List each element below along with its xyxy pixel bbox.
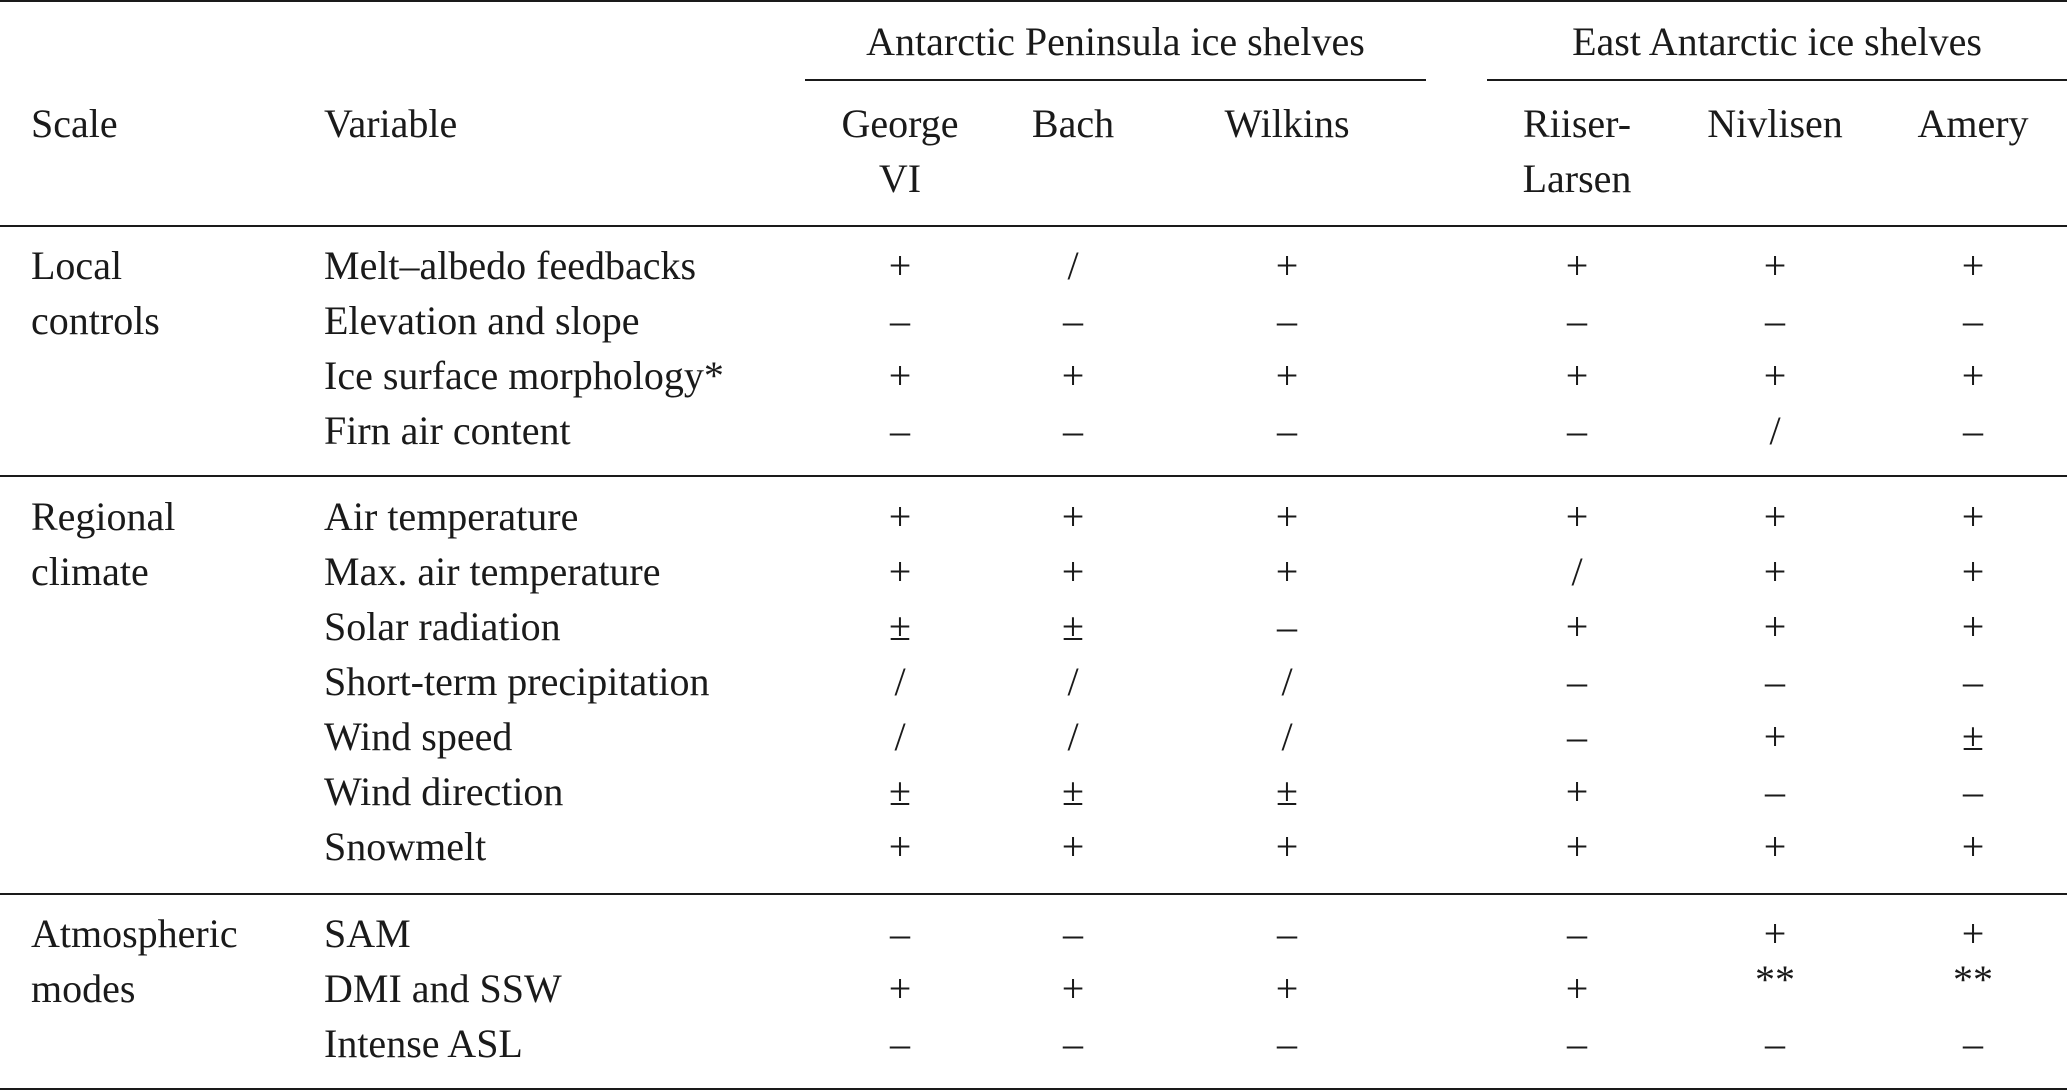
value-cell: ± (889, 604, 911, 649)
variable-cell: Melt–albedo feedbacks (324, 243, 697, 288)
column-header-wilkins: Wilkins (1224, 101, 1350, 146)
east-group-header: East Antarctic ice shelves (1572, 19, 1982, 64)
value-cell: + (1961, 494, 1985, 539)
value-cell: / (1067, 243, 1079, 288)
value-cell: / (1067, 714, 1079, 759)
variable-cell: Intense ASL (324, 1021, 523, 1066)
value-cell: + (888, 549, 912, 594)
value-cell: + (1961, 353, 1985, 398)
peninsula-group-rule (805, 79, 1426, 81)
variable-cell: Ice surface morphology* (324, 353, 724, 398)
variable-cell: Wind speed (324, 714, 513, 759)
value-cell: – (1277, 911, 1297, 956)
top-rule (0, 0, 2067, 2)
value-cell: + (1961, 824, 1985, 869)
value-cell: / (1281, 659, 1293, 704)
scale-label-regional-climate: Regional climate (31, 494, 176, 594)
value-cell: + (1763, 911, 1787, 956)
value-cell: – (1567, 911, 1587, 956)
section-rule-1 (0, 475, 2067, 477)
value-cell: + (1961, 604, 1985, 649)
scale-label-atmospheric-modes: Atmospheric modes (31, 911, 238, 1011)
value-cell: ± (1962, 714, 1984, 759)
value-cell: – (1567, 1021, 1587, 1066)
value-cell: – (1063, 408, 1083, 453)
value-cell: – (1567, 714, 1587, 759)
value-cell: / (1571, 549, 1583, 594)
value-cell: + (1061, 494, 1085, 539)
variable-cell: Short-term precipitation (324, 659, 710, 704)
value-cell: + (1565, 494, 1589, 539)
value-cell: – (1567, 298, 1587, 343)
value-cell: – (890, 298, 910, 343)
variable-cell: DMI and SSW (324, 966, 562, 1011)
value-cell: + (888, 353, 912, 398)
value-cell: – (1567, 659, 1587, 704)
value-cell: + (1565, 604, 1589, 649)
value-cell: – (1963, 659, 1983, 704)
value-cell: – (1277, 1021, 1297, 1066)
variable-cell: Air temperature (324, 494, 579, 539)
value-cell: + (1763, 353, 1787, 398)
value-cell: ** (1953, 957, 1993, 1002)
value-cell: + (1275, 353, 1299, 398)
value-cell: – (1063, 1021, 1083, 1066)
value-cell: ± (1062, 604, 1084, 649)
scale-label-local-controls: Local controls (31, 243, 160, 343)
value-cell: – (1765, 659, 1785, 704)
value-cell: + (1565, 824, 1589, 869)
value-cell: – (1963, 769, 1983, 814)
value-cell: – (1063, 911, 1083, 956)
value-cell: + (1961, 243, 1985, 288)
variable-cell: Firn air content (324, 408, 571, 453)
value-cell: / (894, 714, 906, 759)
value-cell: + (1565, 243, 1589, 288)
value-cell: + (1565, 769, 1589, 814)
value-cell: / (894, 659, 906, 704)
value-cell: + (1763, 243, 1787, 288)
value-cell: + (888, 966, 912, 1011)
variable-cell: Snowmelt (324, 824, 487, 869)
column-header-nivlisen: Nivlisen (1707, 101, 1843, 146)
value-cell: + (888, 494, 912, 539)
column-header-george-vi: George VI (841, 101, 959, 201)
value-cell: + (1961, 911, 1985, 956)
column-header-riiser-larsen: Riiser- Larsen (1522, 101, 1632, 201)
value-cell: – (1963, 1021, 1983, 1066)
value-cell: + (1061, 824, 1085, 869)
value-cell: + (1763, 824, 1787, 869)
value-cell: + (1763, 549, 1787, 594)
column-header-bach: Bach (1031, 101, 1115, 146)
value-cell: – (1765, 298, 1785, 343)
peninsula-group-header: Antarctic Peninsula ice shelves (866, 19, 1365, 64)
value-cell: ± (889, 769, 911, 814)
value-cell: / (1067, 659, 1079, 704)
value-cell: / (1281, 714, 1293, 759)
value-cell: – (1277, 298, 1297, 343)
value-cell: – (890, 911, 910, 956)
value-cell: + (1275, 494, 1299, 539)
value-cell: – (1567, 408, 1587, 453)
variable-cell: Wind direction (324, 769, 564, 814)
value-cell: – (1765, 769, 1785, 814)
value-cell: + (888, 243, 912, 288)
value-cell: – (1277, 604, 1297, 649)
value-cell: + (1061, 353, 1085, 398)
value-cell: ** (1755, 957, 1795, 1002)
value-cell: / (1769, 408, 1781, 453)
value-cell: – (1765, 1021, 1785, 1066)
value-cell: + (1565, 353, 1589, 398)
value-cell: ± (1062, 769, 1084, 814)
value-cell: + (1961, 549, 1985, 594)
variable-cell: Solar radiation (324, 604, 561, 649)
header-bottom-rule (0, 225, 2067, 227)
value-cell: + (1275, 966, 1299, 1011)
value-cell: – (1963, 408, 1983, 453)
value-cell: + (1275, 824, 1299, 869)
variable-cell: Elevation and slope (324, 298, 640, 343)
value-cell: – (1963, 298, 1983, 343)
value-cell: + (1763, 604, 1787, 649)
value-cell: – (1277, 408, 1297, 453)
value-cell: + (1061, 549, 1085, 594)
variable-cell: Max. air temperature (324, 549, 661, 594)
value-cell: + (1763, 494, 1787, 539)
value-cell: – (890, 1021, 910, 1066)
value-cell: + (1061, 966, 1085, 1011)
value-cell: – (890, 408, 910, 453)
value-cell: + (1565, 966, 1589, 1011)
column-header-amery: Amery (1917, 101, 2029, 146)
value-cell: + (1275, 243, 1299, 288)
value-cell: – (1063, 298, 1083, 343)
value-cell: + (1275, 549, 1299, 594)
east-group-rule (1487, 79, 2067, 81)
variable-cell: SAM (324, 911, 411, 956)
value-cell: ± (1276, 769, 1298, 814)
scale-column-header: Scale (31, 101, 118, 146)
value-cell: + (888, 824, 912, 869)
value-cell: + (1763, 714, 1787, 759)
variable-column-header: Variable (324, 101, 458, 146)
section-rule-2 (0, 893, 2067, 895)
